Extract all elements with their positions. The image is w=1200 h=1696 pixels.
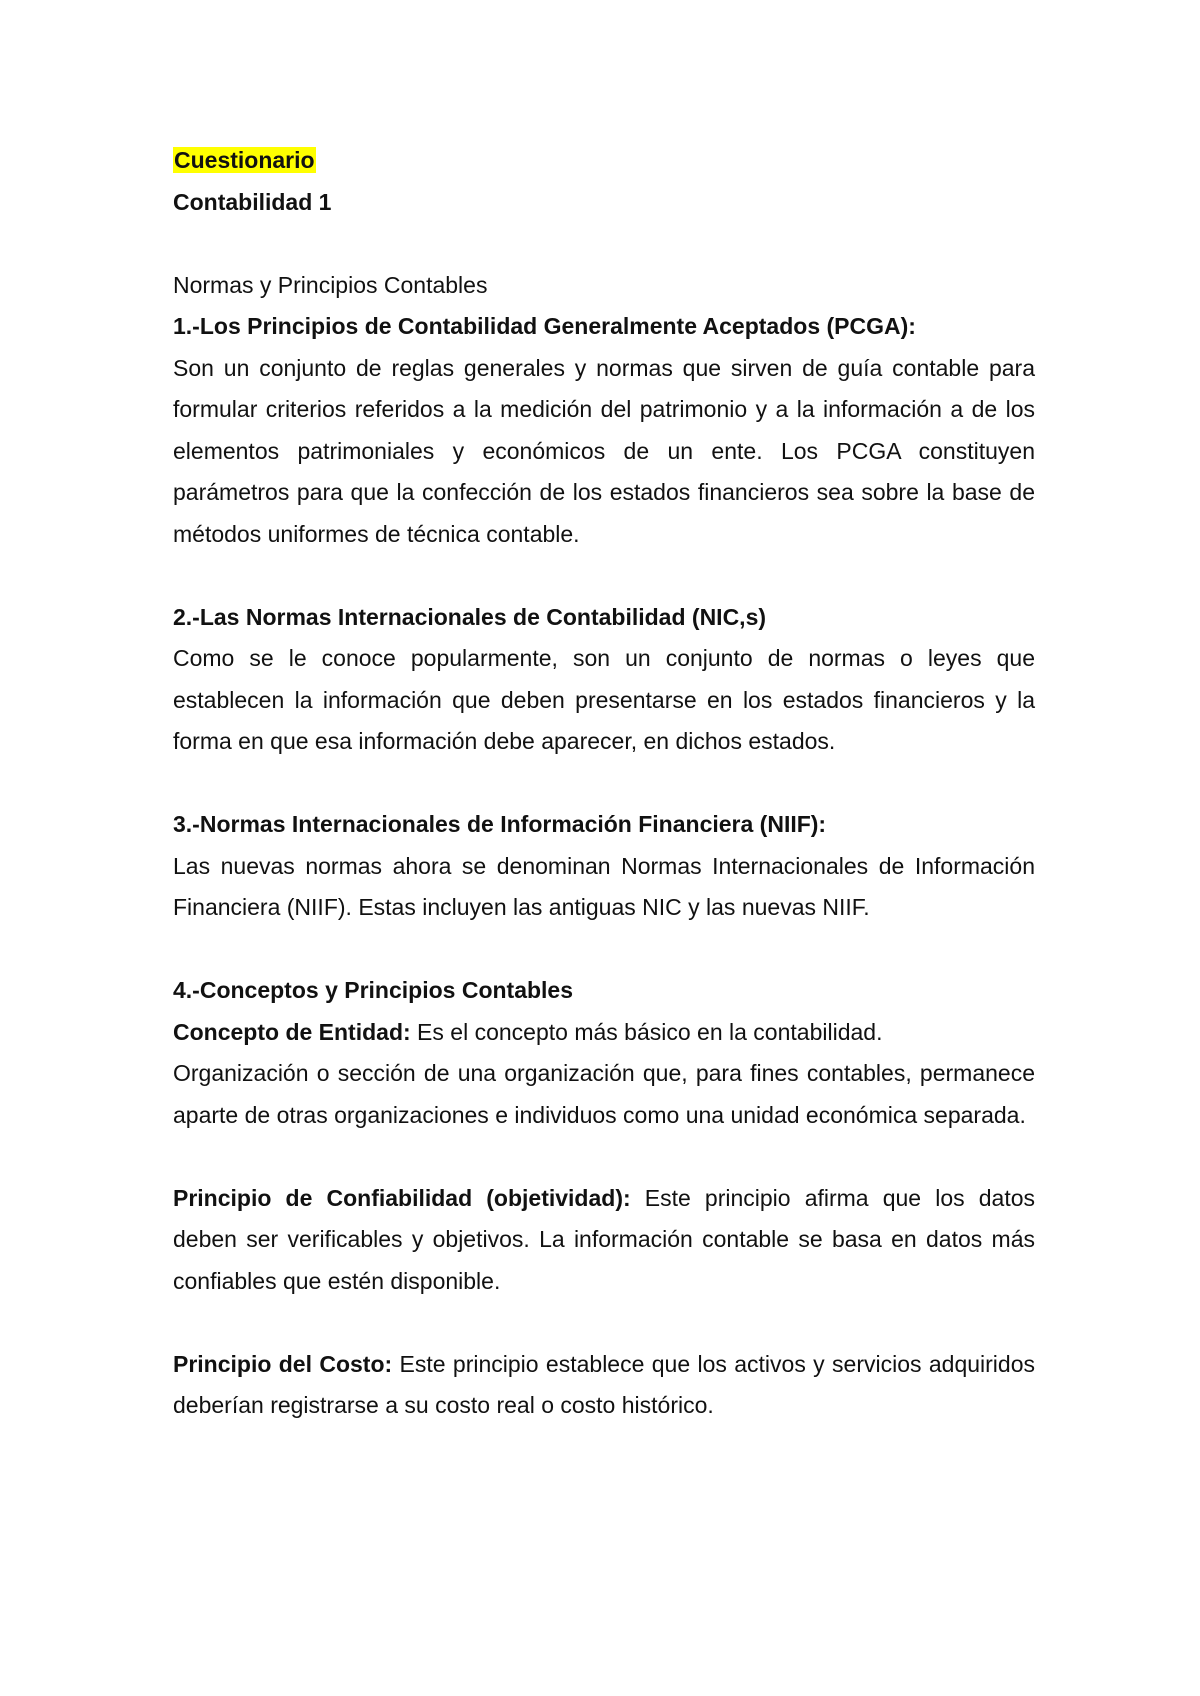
section-3-heading: 3.-Normas Internacionales de Información Financiera (NIIF): <box>173 811 827 837</box>
spacer <box>173 555 1035 597</box>
spacer <box>173 1136 1035 1178</box>
principio-confiabilidad <box>173 1178 1035 1303</box>
section-4-heading: 4.-Conceptos y Principios Contables <box>173 977 574 1003</box>
section-2-heading: 2.-Las Normas Internacionales de Contabilidad (NIC,s) <box>173 603 767 630</box>
document-subtitle: Contabilidad 1 <box>173 188 332 215</box>
section-3-body: Las nuevas normas ahora se denominan Normas Internacionales de Información Financiera (NIIF). Estas incluyen las antiguas NIC y las nuevas NIIF. <box>173 852 1035 920</box>
principio-confiabilidad-label: Principio de Confiabilidad (objetividad): <box>173 1184 631 1211</box>
spacer <box>173 223 1035 265</box>
concepto-entidad <box>173 1012 1035 1054</box>
principio-costo <box>173 1344 1035 1427</box>
document-title: Cuestionario <box>174 147 315 173</box>
section-1-heading: 1.-Los Principios de Contabilidad Generalmente Aceptados (PCGA): <box>173 313 916 339</box>
spacer <box>173 929 1035 971</box>
section-2-body: Como se le conoce popularmente, son un conjunto de normas o leyes que establecen la información que deben presentarse en los estados financieros y la forma en que esa información debe aparecer, en dichos estados. <box>173 645 1035 754</box>
principio-costo-text: Este principio establece que los activos y servicios adquiridos deberían registrarse a su costo real o costo histórico. <box>173 1350 1035 1418</box>
spacer <box>173 763 1035 805</box>
principio-costo-label: Principio del Costo: <box>173 1350 393 1377</box>
spacer <box>173 1302 1035 1344</box>
section-4-body: Organización o sección de una organización que, para fines contables, permanece aparte de otras organizaciones e individuos como una unidad económica separada. <box>173 1060 1035 1128</box>
concepto-entidad-text: Es el concepto más básico en la contabilidad. <box>410 1018 883 1045</box>
concepto-entidad-label: Concepto de Entidad: <box>173 1018 411 1045</box>
topic-heading: Normas y Principios Contables <box>173 271 488 298</box>
principio-confiabilidad-text: Este principio afirma que los datos deben ser verificables y objetivos. La información contable se basa en datos más confiables que estén disponible. <box>173 1184 1036 1294</box>
section-1-body: Son un conjunto de reglas generales y normas que sirven de guía contable para formular criterios referidos a la medición del patrimonio y a la información a de los elementos patrimoniales y económicos de un ente. Los PCGA constituyen parámetros para que la confección de los estados financieros sea sobre la base de métodos uniformes de técnica contable. <box>173 354 1035 547</box>
document-content <box>173 140 1035 1427</box>
